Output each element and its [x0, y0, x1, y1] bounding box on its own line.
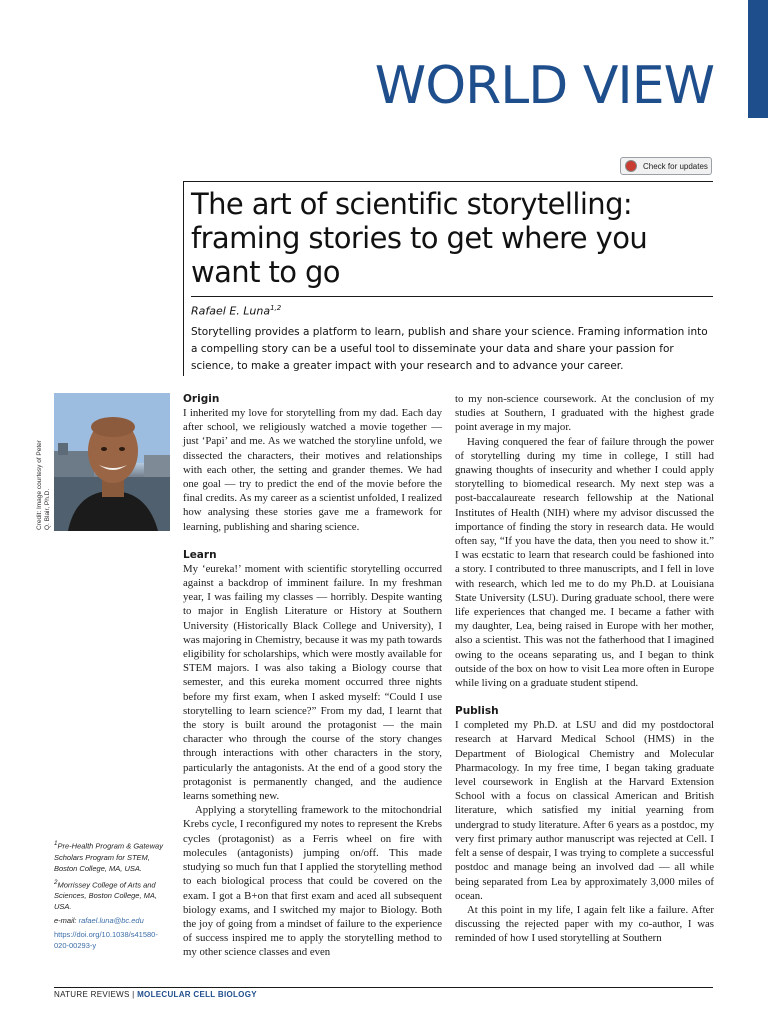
journal-name: NATURE REVIEWS — [54, 990, 130, 999]
publish-paragraph-1: I completed my Ph.D. at LSU and did my postdoctoral research at Harvard Medical School (HMS) in the Department of Biological Chemistry and Molecular Pharmacology. In my free time, I began taking graduate level coursework in English at the Harvard Extension School with a focus on classical American and British literature, which satisfied my initial yearning from undergrad to study literature. After 6 years as a postdoc, my very first primary author manuscript was rejected at Cell. I felt a sense of despair, I was trying to complete a successful postdoc and manage being an involved dad — all while being separated from Lea by approximately 3,000 miles of ocean. — [455, 719, 714, 902]
learn-paragraph-1: My ‘eureka!’ moment with scientific storytelling occurred against a backdrop of imminent failure. In my freshman year, I was failing my classes — horribly. Despite wanting to major in English Literature or History at Southern University (Historically Black College and University), I was majoring in Chemistry, because it was my path towards eligibility for scholarships, which were mostly available for STEM majors. I was also taking a Biology course that semester, and this eureka moment occurred three nights before my first exam, when I asked myself: “Could I use storytelling to learn science?” From my dad, I learnt that the story is built around the protagonist — the main character who through the course of the story changes through interactions with other characters in the story, particularly the antagonists. At the end of a good story the protagonist is permanently changed, and the audience learns something new. — [183, 562, 442, 803]
title-bottom-rule — [191, 296, 713, 297]
origin-heading: Origin — [183, 393, 220, 405]
section-color-tab — [748, 0, 768, 118]
title-left-rule — [183, 181, 184, 376]
journal-brand: MOLECULAR CELL BIOLOGY — [137, 990, 257, 999]
origin-paragraph: I inherited my love for storytelling from my dad. Each day after school, we religiously watched a movie together — just ‘Papi’ and me. As we watched the storyline unfold, we dissected the characters, their motives and relationships with each other, the setting and grander themes. We had one goal — try to predict the end of the movie before the final credits. As my career as a scientist unfolded, I realized how analysing these stories gave me a framework for learning, publishing and sharing science. — [183, 407, 442, 533]
update-badge-icon — [625, 160, 637, 172]
publish-heading: Publish — [455, 705, 499, 718]
article-title: The art of scientific storytelling: framing stories to get where you want to go — [191, 187, 648, 289]
footer-separator: | — [132, 990, 135, 999]
author-photo — [54, 393, 170, 531]
affiliation-2: $^2$Morrissey College of Arts and Sciences, Boston College, MA, USA. — [54, 878, 157, 911]
email-link[interactable]: rafael.luna@bc.edu — [78, 916, 144, 925]
affiliations — [54, 838, 172, 954]
column-2-paragraph-1: to my non-science coursework. At the conclusion of my studies at Southern, I graduated with the highest grade point average in my major. — [455, 393, 714, 434]
footer-rule — [54, 987, 713, 988]
standfirst: Storytelling provides a platform to learn, publish and share your science. Framing information into a compelling story can be a useful tool to disseminate your data and share your passion for science, to make a greater impact with your research and to advance your career. — [191, 326, 708, 372]
section-title: WORLD VIEW — [374, 56, 714, 116]
photo-credit: Credit: Image courtesy of Peter Q. Blair, Ph.D. — [36, 440, 51, 530]
journal-footer — [54, 990, 257, 999]
learn-heading: Learn — [183, 548, 217, 561]
email-label: e-mail: — [54, 916, 77, 925]
check-for-updates-label: Check for updates — [643, 161, 708, 171]
email-line — [54, 915, 172, 926]
author-portrait-illustration — [54, 393, 170, 531]
doi-link[interactable]: https://doi.org/10.1038/s41580-020-00293-y — [54, 930, 158, 950]
author-affiliation-marks: 1,2 — [270, 304, 282, 312]
body-column-2 — [455, 392, 714, 946]
learn-paragraph-2: Applying a storytelling framework to the mitochondrial Krebs cycle, I reconfigured my notes to represent the Krebs cycles (protagonist) as a Ferris wheel on fire with molecules (antagonists) jumping on/off. This made studying so much fun that I applied the storytelling method to each biological process that could be covered on the exam. I got a B+on that first exam and aced all subsequent biology exams, and I switched my major to Biology. Both the joy of going from a mindset of failure to the experience of success inspired me to apply the storytelling method to my other science classes and even — [183, 804, 442, 959]
publish-paragraph-2: At this point in my life, I again felt like a failure. After discussing the rejected paper with my co-author, I was reminded of how I used storytelling at Southern — [455, 903, 714, 945]
author-line — [191, 304, 281, 318]
affiliation-1: $^1$Pre-Health Program & Gateway Scholars Program for STEM, Boston College, MA, USA. — [54, 840, 163, 873]
check-for-updates-button[interactable] — [620, 157, 712, 175]
author-name: Rafael E. Luna — [191, 304, 271, 318]
body-column-1 — [183, 392, 442, 960]
column-2-paragraph-2: Having conquered the fear of failure through the power of storytelling during my time in college, I still had gnawing thoughts of insecurity and whether I could apply storytelling to biomedical research. My next step was a post-baccalaureate research fellowship at the National Institutes of Health (NIH) where my advisor discussed the importance of finding the story in research data. He would often say, “If you have the data, then you need to show it.” I was ecstatic to learn that research could be fashioned into a story. I contributed to three manuscripts, and I fell in love with research, which led me to do my Ph.D. at Louisiana State University (LSU). During graduate school, there were life experiences that changed me. I became a father with my daughter, Lea, being raised in Europe with her mother, also a scientist. This was not the fatherhood that I imagined owing to the oceans separating us, and I began to think outside of the box on how to visit Lea more often in Europe while living on a graduate student stipend. — [455, 435, 714, 690]
title-top-rule — [183, 181, 713, 182]
